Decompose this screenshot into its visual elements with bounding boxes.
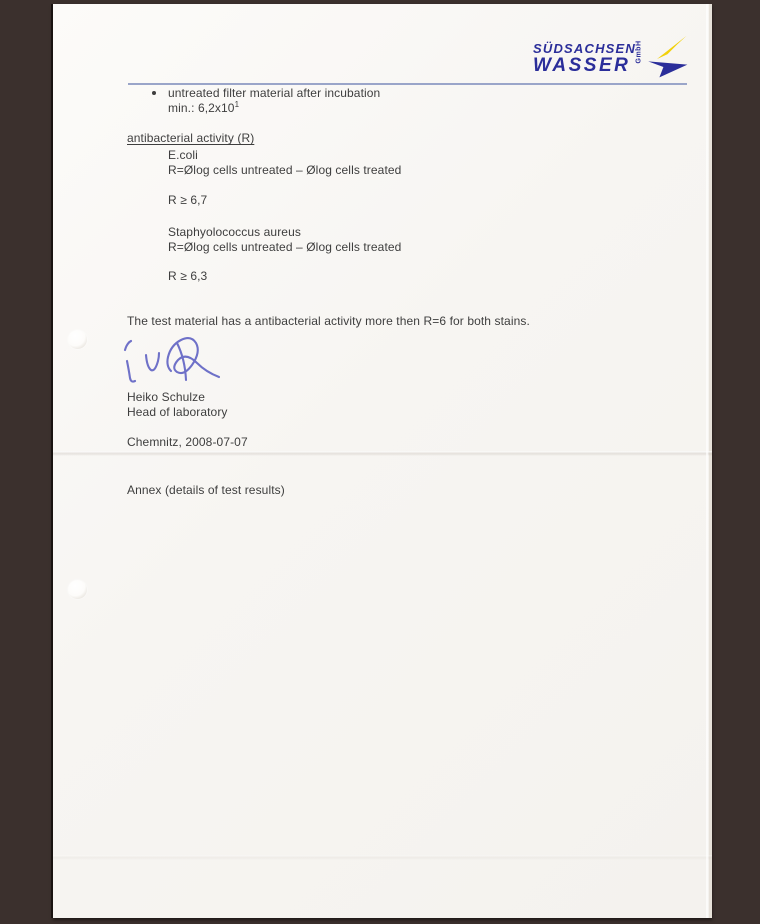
header-divider-rule [128,83,687,85]
formula-ecoli: R=Ølog cells untreated – Ølog cells treated [168,163,402,177]
signatory-name: Heiko Schulze [127,390,206,404]
annex-note: Annex (details of test results) [127,483,285,497]
bullet-line1: untreated filter material after incubation [168,86,381,100]
signature-scribble [111,333,251,397]
company-logo [533,33,689,83]
organism-name-ecoli: E.coli [168,148,198,162]
fold-crease-line [53,451,712,456]
organism-name-staph: Staphyolococcus aureus [168,225,301,239]
signatory-title: Head of laboratory [127,405,228,419]
fold-crease-line-faint [53,855,712,860]
punch-hole-top [68,330,87,349]
formula-staph: R=Ølog cells untreated – Ølog cells treated [168,240,402,254]
bullet-text [168,86,380,116]
section-heading: antibacterial activity (R) [127,131,255,145]
logo-gmbh-suffix: GmbH [635,40,643,63]
punch-hole-bottom [68,580,87,599]
result-ecoli: R ≥ 6,7 [168,193,208,207]
signatory-block [127,390,228,420]
conclusion-text: The test material has a antibacterial activity more then R=6 for both stains. [127,314,530,328]
bullet-dot [152,91,156,95]
superscript-exponent: 1 [234,100,240,109]
ecoli-block [168,148,401,178]
bullet-item [152,86,380,116]
logo-wordmark [533,41,636,76]
logo-wordmark-line1: SÜDSACHSEN [533,40,637,56]
result-staph: R ≥ 6,3 [168,269,208,283]
paper-sheet [53,4,712,918]
bullet-line2: min.: $6,2x10^1$ [168,100,240,115]
logo-arrow-icon [641,31,689,83]
logo-wordmark-line2: WASSER [533,54,631,76]
staph-block [168,225,401,255]
place-date: Chemnitz, 2008-07-07 [127,435,248,449]
